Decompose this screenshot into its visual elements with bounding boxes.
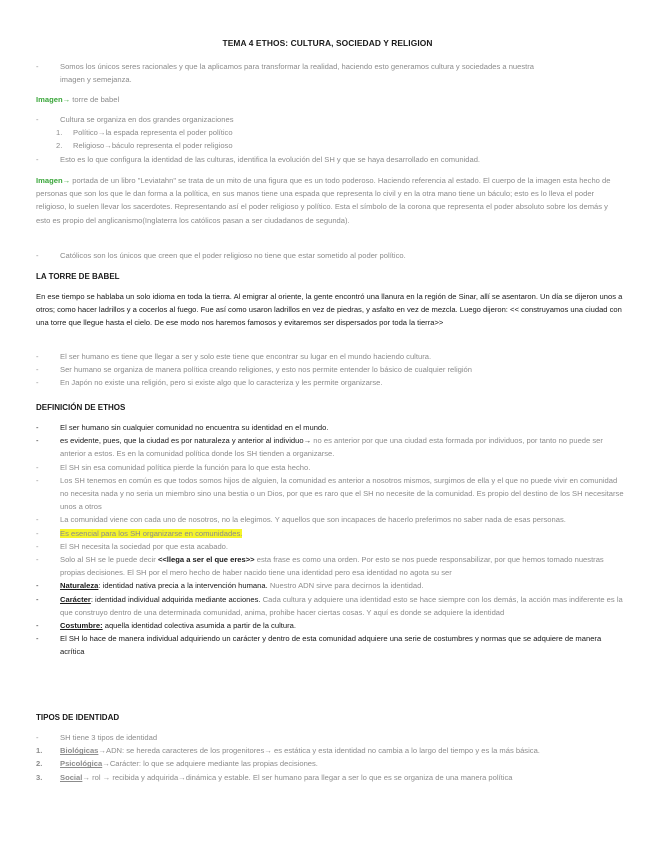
term-definition: → rol → recibida y adquirida→dinámica y estable. El ser humano para llegar a ser lo que es se organiza de una manera política: [82, 772, 513, 782]
highlighted-text: Es esencial para los SH organizarse en comunidades.: [60, 528, 243, 538]
list-item-text: Los SH tenemos en común es que todos somos hijos de alguien, la comunidad es anterior a nosotros mismos, surgimos de ella y el que no puede vivir en comunidad no necesita nada y no seria un miembro sino una bestia o un Dios, por que es raro que el SH no necesite de la comunidad. Es propio del destino de los SH necesitarse unos a otros: [60, 475, 624, 512]
list-item: [36, 527, 624, 540]
list-number: 1.: [56, 128, 63, 138]
term-definition: : identidad nativa precia a la intervención humana.: [98, 581, 268, 591]
bullet-marker: -: [36, 423, 39, 432]
bullet-marker: -: [36, 462, 39, 472]
list-item-text: no es anterior por que una ciudad esta formada por individuos, por tanto no puede ser anterior a estos. Es en la comunidad política donde los SH tienden a organizarse.: [60, 436, 603, 459]
image-note-text: portada de un libro "Leviatahn" se trata de un mito de una figura que es un todo poderoso. Haciendo referencia al estado. El cuerpo de la imagen esta hecho de personas que son los que le dan forma a la política, en sus manos tiene una espada que representa lo civil y en la otra mano tiene un báculo; esto es lo lleva el poder religioso, lo suelen llevar los sacerdotes. Representando así el poder religioso y político. Esta el símbolo de la corona que representa el poder absoluto sobre los demás y esto es propio del anglicanismo(Inglaterra los católicos pasan a ser ciudadanos de segunda).: [36, 176, 611, 225]
list-item-text-emphasis: es evidente, pues, que la ciudad es por naturaleza y anterior al individuo→: [60, 436, 312, 446]
bullet-marker: -: [36, 154, 39, 164]
image-label: Imagen→: [36, 176, 71, 185]
ethos-bullet-list: [36, 421, 624, 659]
catholics-paragraph: [36, 249, 616, 262]
list-number: 3.: [36, 772, 43, 782]
list-item: [36, 540, 624, 553]
list-item: [36, 744, 624, 757]
bullet-marker: -: [36, 581, 39, 591]
list-item: [36, 731, 624, 744]
catholics-text: Católicos son los únicos que creen que el poder religioso no tiene que estar sometido al poder político.: [60, 251, 406, 260]
list-item: [36, 579, 624, 592]
image-label: Imagen→: [36, 95, 71, 104]
bullet-marker: -: [36, 115, 39, 124]
list-item-text: Ser humano se organiza de manera política creando religiones, y esto nos permite entender lo básico de cualquier religión: [60, 365, 472, 375]
list-item: [36, 513, 624, 526]
list-item-text: El SH lo hace de manera individual adquiriendo un carácter y dentro de esta comunidad adquiere una serie de costumbres y normas que se adquiere de manera acrítica: [60, 634, 602, 657]
term-label: Biológicas: [60, 746, 99, 756]
org-item-text: Religioso→báculo representa el poder religioso: [73, 141, 233, 151]
term-definition: : identidad individual adquirida mediante acciones.: [90, 594, 261, 604]
org-item-text: Político→la espada representa el poder político: [73, 128, 233, 138]
intro-paragraph: [36, 60, 536, 86]
bullet-marker: -: [36, 634, 39, 644]
bullet-marker: -: [36, 62, 39, 71]
bullet-marker: -: [36, 555, 39, 565]
list-item-text: En Japón no existe una religión, pero si existe algo que lo caracteriza y les permite organizarse.: [60, 378, 383, 388]
image-note-babel: [36, 93, 616, 106]
list-item: [36, 632, 624, 658]
bullet-marker: -: [36, 528, 39, 538]
term-comment: Nuestro ADN sirve para decirnos la identidad.: [267, 581, 424, 591]
config-text: Esto es lo que configura la identidad de las culturas, identifica la evolución del SH y que se haya desarrollado en comunidad.: [60, 154, 481, 164]
bullet-marker: -: [36, 594, 39, 604]
image-note-text: torre de babel: [70, 95, 120, 104]
list-item: [36, 553, 624, 579]
babel-paragraph: En ese tiempo se hablaba un solo idioma en toda la tierra. Al emigrar al oriente, la gente encontró una llanura en la región de Sinar, allí se asentaron. Un día se dijeron unos a otros; como hacer ladrillos y a cocerlos al fuego. Fue así como usaron ladrillos en vez de piedras, y asfalto en vez de mezcla. Luego dijeron: << construyamos una ciudad con una torre que llegue hasta el cielo. De ese modo nos haremos famosos y evitaremos ser dispersados por toda la tierra>>: [36, 292, 623, 328]
org-intro-text: Cultura se organiza en dos grandes organizaciones: [60, 115, 234, 124]
list-item: [36, 153, 616, 166]
term-definition: →Carácter: lo que se adquiere mediante las propias decisiones.: [102, 759, 318, 769]
list-item: [36, 619, 624, 632]
list-item: [36, 113, 616, 126]
term-definition: aquella identidad colectiva asumida a partir de la cultura.: [102, 621, 296, 631]
list-item: [36, 461, 624, 474]
list-item-text: El SH necesita la sociedad por que esta acabado.: [60, 541, 229, 551]
organization-list: [36, 113, 616, 166]
image-note-leviathan: [36, 174, 624, 227]
term-label: Carácter: [60, 594, 91, 604]
quote-text: <<llega a ser el que eres>>: [157, 555, 255, 565]
bullet-marker: -: [36, 621, 39, 631]
term-label: Psicológica: [60, 759, 103, 769]
bullet-marker: -: [36, 436, 39, 446]
list-number: 2.: [56, 141, 63, 151]
term-definition: →ADN: se hereda caracteres de los progenitores→ es estática y esta identidad no cambia a lo largo del tiempo y es la más básica.: [98, 746, 540, 756]
section-heading-babel: LA TORRE DE BABEL: [36, 272, 120, 281]
list-item: [36, 771, 624, 784]
list-item-text: Solo al SH se le puede decir: [60, 555, 158, 565]
bullet-marker: -: [36, 733, 39, 742]
bullet-marker: -: [36, 475, 39, 485]
list-item-text: El SH sin esa comunidad política pierde la función para lo que esta hecho.: [60, 462, 311, 472]
list-item: [36, 434, 624, 460]
list-item-text: El ser humano sin cualquier comunidad no encuentra su identidad en el mundo.: [60, 423, 329, 432]
intro-text: Somos los únicos seres racionales y que la aplicamos para transformar la realidad, haciendo esto generamos cultura y sociedades a nuestra imagen y semejanza.: [60, 62, 535, 85]
list-item: [36, 757, 624, 770]
section-heading-ethos: DEFINICIÓN DE ETHOS: [36, 403, 126, 412]
term-label: Social: [60, 772, 83, 782]
list-item: [36, 350, 624, 363]
list-item: [36, 363, 624, 376]
page-title: TEMA 4 ETHOS: CULTURA, SOCIEDAD Y RELIGION: [222, 38, 433, 48]
tipos-list: [36, 731, 624, 784]
list-item: [36, 421, 624, 434]
term-label: Costumbre:: [60, 621, 103, 631]
bullet-marker: -: [36, 541, 39, 551]
list-item-text: El ser humano es tiene que llegar a ser y solo este tiene que encontrar su lugar en el mundo haciendo cultura.: [60, 352, 432, 361]
babel-bullet-list: [36, 350, 624, 390]
list-item: [36, 139, 616, 152]
term-label: Naturaleza: [60, 581, 99, 591]
list-item-text: La comunidad viene con cada uno de nosotros, no la elegimos. Y aquellos que son incapaces de hacerlo preferimos no saber nada de esas personas.: [60, 515, 566, 525]
list-item-text: SH tiene 3 tipos de identidad: [60, 733, 158, 742]
bullet-marker: -: [36, 378, 39, 388]
bullet-marker: -: [36, 251, 39, 260]
section-heading-tipos: TIPOS DE IDENTIDAD: [36, 713, 120, 722]
bullet-marker: -: [36, 352, 39, 361]
list-item: [36, 474, 624, 514]
term-comment: Cada cultura y adquiere una identidad esto se hace siempre con los demás, la acción mas indiferente es la que construyo dentro de una determinada comunidad, anima, prohibe hacer ciertas cosas. Y aquí es donde se adquiere la identidad: [60, 594, 623, 617]
list-number: 1.: [36, 746, 43, 756]
list-item: [36, 593, 624, 619]
list-item: [36, 126, 616, 139]
list-item-text: esta frase es como una orden. Por esto se nos puede responsabilizar, por que hemos tomado nuestras propias decisiones. El SH por el mero hecho de haber nacido tiene una identidad pero esa identidad no agota su ser: [60, 555, 604, 578]
list-item: [36, 376, 624, 389]
list-number: 2.: [36, 759, 43, 769]
bullet-marker: -: [36, 365, 39, 375]
bullet-marker: -: [36, 515, 39, 525]
